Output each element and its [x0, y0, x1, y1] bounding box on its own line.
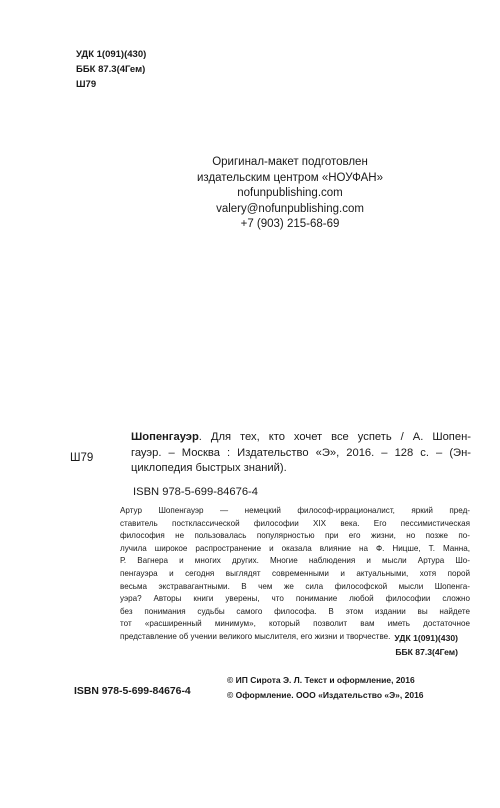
- annotation-line: Р. Вагнера и многих других. Многие наблюдения и мысли Артура Шо-: [120, 556, 470, 566]
- annotation-line: философия не пользовалась популярностью при его жизни, но позже по-: [120, 531, 470, 541]
- catalog-line: гауэр. – Москва : Издательство «Э», 2016. – 128 с. – (Эн-: [131, 446, 471, 459]
- classification-codes: [76, 47, 146, 92]
- publisher-website: nofunpublishing.com: [237, 187, 343, 199]
- prepared-by-line: Оригинал-макет подготовлен: [212, 156, 368, 168]
- prepared-by-block: [120, 155, 460, 233]
- catalog-isbn: ISBN 978-5-699-84676-4: [133, 485, 259, 498]
- annotation-line: тот «расширенный минимум», который позволит вам иметь достаточное: [120, 619, 470, 629]
- annotation-line: ставитель постклассической философии XIX века. Его пессимистическая: [120, 518, 470, 528]
- udk-code: УДК 1(091)(430): [76, 49, 147, 60]
- catalog-record: [131, 430, 471, 500]
- copyright-line: © ИП Сирота Э. Л. Текст и оформление, 2016: [227, 675, 415, 685]
- copyright-notice: [227, 673, 424, 703]
- annotation-line: представление об учении великого мыслителя, его жизни и творчестве.: [120, 631, 391, 641]
- bbk-code: ББК 87.3(4Гем): [76, 64, 146, 75]
- annotation-line: уэра? Авторы книги уверены, что понимание любой философии сложно: [120, 594, 470, 604]
- bbk-code: ББК 87.3(4Гем): [395, 646, 458, 657]
- annotation-line: без понимания судьбы самого философа. В этом издании вы найдете: [120, 606, 470, 616]
- annotation-line: лучила широкое распространение и оказала влияние на Ф. Ницше, Т. Манна,: [120, 543, 470, 553]
- prepared-by-line: издательским центром «НОУФАН»: [197, 171, 383, 184]
- author-sign: Ш79: [76, 79, 97, 90]
- catalog-line: циклопедия быстрых знаний).: [131, 462, 287, 474]
- catalog-line: [131, 430, 471, 446]
- isbn-number: ISBN 978-5-699-84676-4: [74, 686, 191, 697]
- catalog-title: . Для тех, кто хочет все успеть / А. Шопен-: [198, 431, 471, 443]
- annotation-line: Артур Шопенгауэр — немецкий философ-иррационалист, яркий пред-: [120, 506, 470, 515]
- annotation-line: весьма экстравагантными. В чем же сила философской мысли Шопенга-: [120, 581, 470, 591]
- publisher-phone: +7 (903) 215-68-69: [240, 218, 340, 230]
- publisher-email: valery@nofunpublishing.com: [216, 202, 364, 215]
- catalog-author: Шопенгауэр: [131, 431, 199, 443]
- bottom-classification-codes: [394, 632, 458, 659]
- catalog-author-sign: Ш79: [70, 452, 94, 464]
- annotation: [120, 505, 470, 644]
- annotation-line: пенгауэра и сегодня выглядят современными и актуальными, хотя порой: [120, 568, 470, 578]
- copyright-line: © Оформление. ООО «Издательство «Э», 2016: [227, 690, 424, 700]
- udk-code: УДК 1(091)(430): [394, 633, 458, 643]
